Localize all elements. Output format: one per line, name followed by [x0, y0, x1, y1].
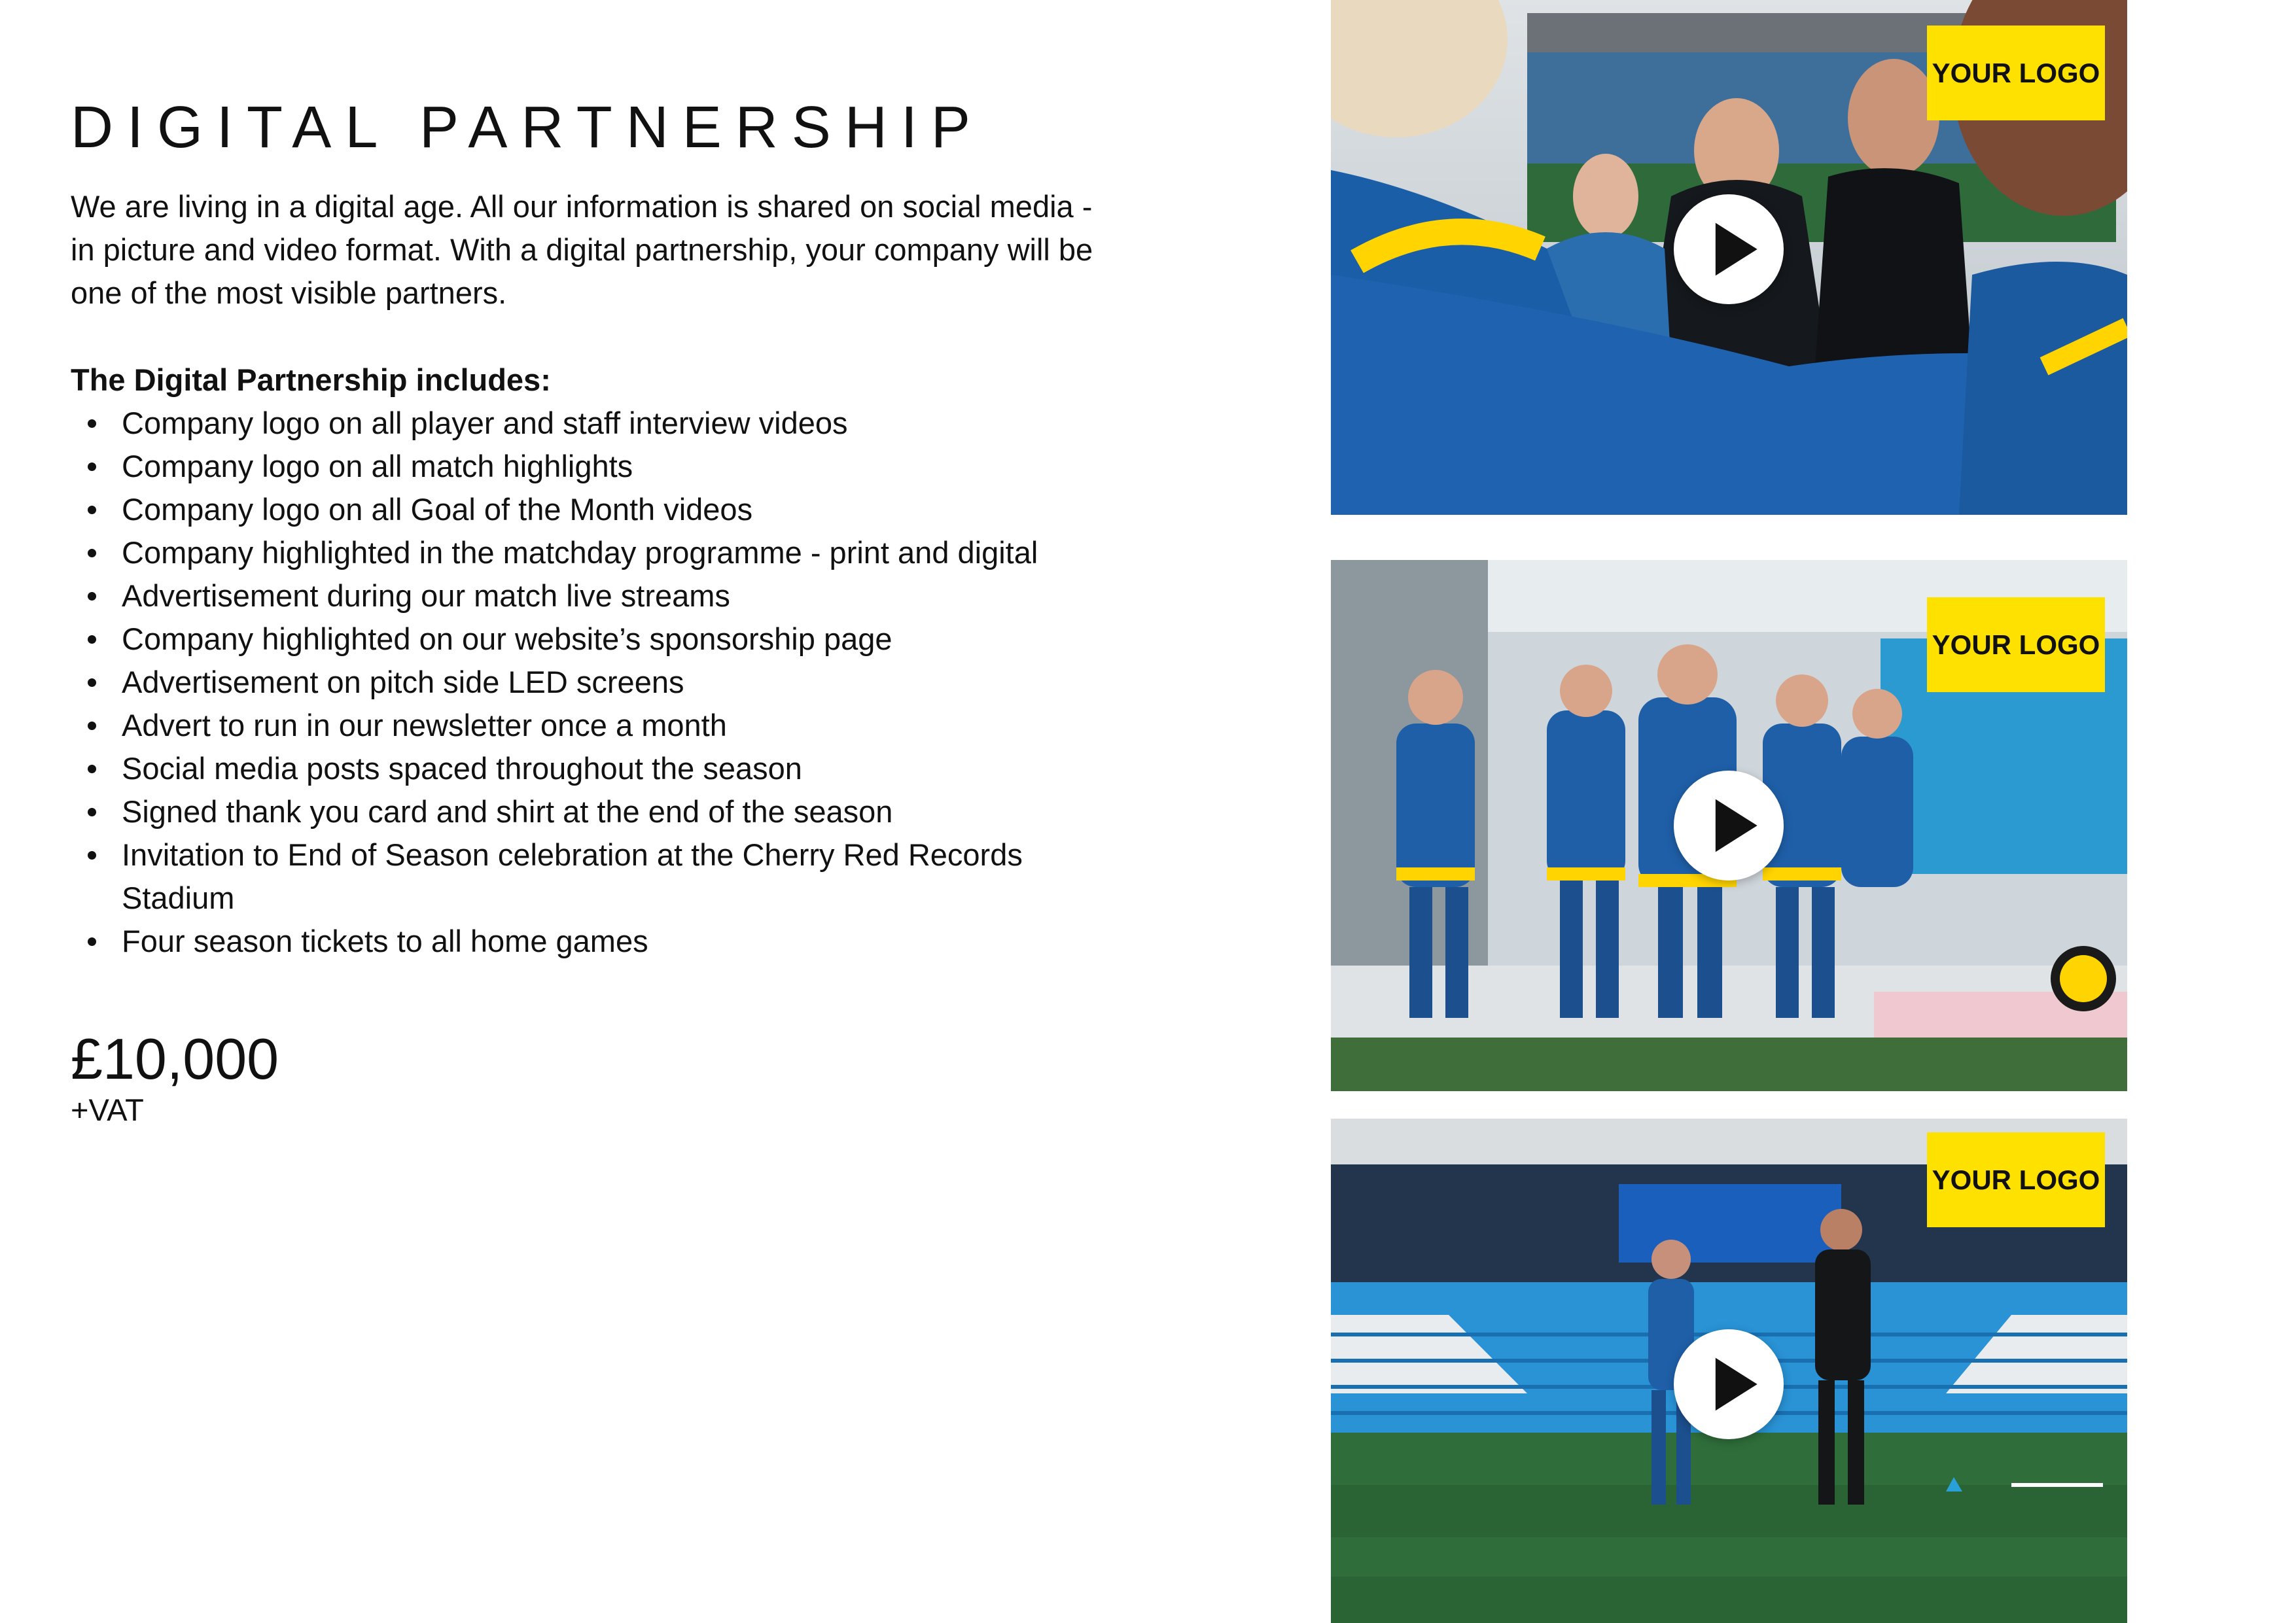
play-icon — [1674, 771, 1784, 881]
list-item: Company logo on all Goal of the Month videos — [71, 488, 1118, 531]
list-item: Company highlighted in the matchday programme - print and digital — [71, 531, 1118, 574]
play-button[interactable] — [1674, 771, 1784, 881]
play-icon — [1674, 194, 1784, 304]
vat-note: +VAT — [71, 1092, 144, 1127]
list-item: Four season tickets to all home games — [71, 920, 1118, 963]
list-item: Advert to run in our newsletter once a month — [71, 704, 1118, 747]
logo-placeholder: YOUR LOGO — [1927, 1132, 2105, 1227]
video-thumbnail-celebration[interactable] — [1331, 560, 2127, 1091]
play-button[interactable] — [1674, 1329, 1784, 1439]
list-item: Company highlighted on our website’s sponsorship page — [71, 618, 1118, 661]
logo-placeholder: YOUR LOGO — [1927, 597, 2105, 692]
logo-placeholder: YOUR LOGO — [1927, 26, 2105, 120]
includes-heading: The Digital Partnership includes: — [71, 362, 551, 397]
features-list — [71, 402, 1118, 963]
list-item: Advertisement on pitch side LED screens — [71, 661, 1118, 704]
page-title: DIGITAL PARTNERSHIP — [71, 95, 984, 160]
price: £10,000 — [71, 1026, 279, 1091]
video-thumbnail-huddle[interactable] — [1331, 0, 2127, 515]
list-item: Invitation to End of Season celebration at the Cherry Red Records Stadium — [71, 833, 1118, 920]
intro-paragraph: We are living in a digital age. All our information is shared on social media - in picture and video format. With a digital partnership, your company will be one of the most visible partners. — [71, 189, 1093, 310]
list-item: Company logo on all match highlights — [71, 445, 1118, 488]
list-item: Signed thank you card and shirt at the end of the season — [71, 790, 1118, 833]
play-button[interactable] — [1674, 194, 1784, 304]
list-item: Advertisement during our match live streams — [71, 574, 1118, 618]
list-item: Company logo on all player and staff interview videos — [71, 402, 1118, 445]
video-thumbnail-coaching[interactable] — [1331, 1119, 2127, 1623]
list-item: Social media posts spaced throughout the season — [71, 747, 1118, 790]
play-icon — [1674, 1329, 1784, 1439]
